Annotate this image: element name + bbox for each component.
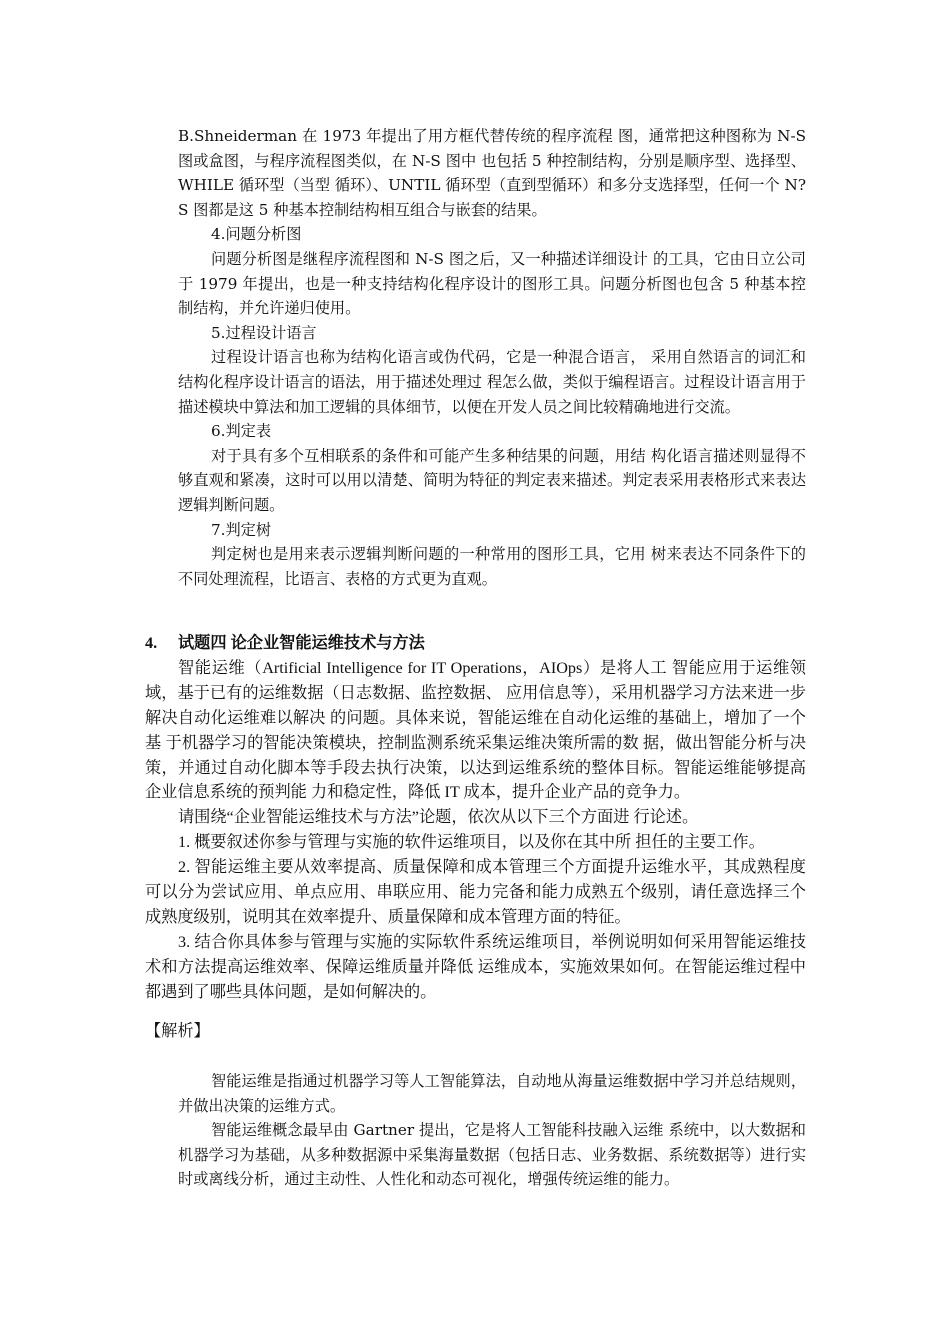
- pad-paragraph: 问题分析图是继程序流程图和 N-S 图之后，又一种描述详细设计 的工具，它由日立公司于 1979 年提出，也是一种支持结构化程序设计的图形工具。问题分析图也包含 5 种基本控制结构，并允许递归使用。: [178, 249, 806, 318]
- question-item-2: 2. 智能运维主要从效率提高、质量保障和成本管理三个方面提升运维水平，其成熟程度可以分为尝试应用、单点应用、串联应用、能力完备和能力成熟五个级别，请任意选择三个成熟度级别，说明其在效率提升、质量保障和成本管理方面的特征。: [145, 858, 806, 926]
- pad-heading: 4.问题分析图: [211, 225, 302, 244]
- decision-table-heading: 6.判定表: [211, 422, 272, 441]
- decision-table-paragraph: 对于具有多个互相联系的条件和可能产生多种结果的问题，用结 构化语言描述则显得不够直观和紧凑，这时可以用以清楚、简明为特征的判定表来描述。判定表采用表格形式来表达逻辑判断问题。: [178, 446, 806, 514]
- question-item-1: 1. 概要叙述你参与管理与实施的软件运维项目，以及你在其中所 担任的主要工作。: [178, 833, 765, 852]
- analysis-paragraph-1: 智能运维是指通过机器学习等人工智能算法，自动地从海量运维数据中学习并总结规则，并做出决策的运维方式。: [178, 1072, 806, 1115]
- pdl-heading: 5.过程设计语言: [211, 323, 317, 342]
- question-section: [145, 631, 806, 1044]
- decision-tree-paragraph: 判定树也是用来表示逻辑判断问题的一种常用的图形工具，它用 树来表达不同条件下的不同处理流程，比语言、表格的方式更为直观。: [178, 545, 806, 588]
- question-prompt: 请围绕“企业智能运维技术与方法”论题，依次从以下三个方面进 行论述。: [178, 808, 699, 827]
- question-item-3: 3. 结合你具体参与管理与实施的实际软件系统运维项目，举例说明如何采用智能运维技术和方法提高运维效率、保障运维质量并降低 运维成本，实施效果如何。在智能运维过程中都遇到了哪些具体问题，是如何解决的。: [145, 932, 806, 1001]
- analysis-label: 【解析】: [145, 1021, 210, 1040]
- decision-tree-heading: 7.判定树: [211, 520, 272, 539]
- analysis-section: [178, 1069, 806, 1192]
- question-heading: [145, 631, 806, 656]
- design-tools-section: [178, 124, 806, 591]
- question-intro: 智能运维（Artificial Intelligence for IT Operations，AIOps）是将人工 智能应用于运维领域，基于已有的运维数据（日志数据、监控数据、 应用信息等），采用机器学习方法来进一步解决自动化运维难以解决 的问题。具体来说，智能运维在自动化运维的基础上，增加了一个基 于机器学习的智能决策模块，控制监测系统采集运维决策所需的数 据，做出智能分析与决策，并通过自动化脚本等手段去执行决策，以达到运维系统的整体目标。智能运维能够提高企业信息系统的预判能 力和稳定性，降低 IT 成本，提升企业产品的竞争力。: [145, 658, 806, 802]
- question-number: 4.: [145, 634, 158, 652]
- pdl-paragraph: 过程设计语言也称为结构化语言或伪代码，它是一种混合语言， 采用自然语言的词汇和结构化程序设计语言的语法，用于描述处理过 程怎么做，类似于编程语言。过程设计语言用于描述模块中算法和加工逻辑的具体细节，以便在开发人员之间比较精确地进行交流。: [178, 348, 806, 416]
- analysis-paragraph-2: 智能运维概念最早由 Gartner 提出，它是将人工智能科技融入运维 系统中，以大数据和机器学习为基础，从多种数据源中采集海量数据（包括日志、业务数据、系统数据等）进行实时或离线分析，通过主动性、人性化和动态可视化，增强传统运维的能力。: [178, 1121, 806, 1189]
- question-title: 试题四 论企业智能运维技术与方法: [178, 634, 425, 652]
- ns-diagram-paragraph: B.Shneiderman 在 1973 年提出了用方框代替传统的程序流程 图，通常把这种图称为 N-S 图或盒图，与程序流程图类似，在 N-S 图中 也包括 5 种控制结构，分别是顺序型、选择型、WHILE 循环型（当型 循环）、UNTIL 循环型（直到型循环）和多分支选择型，任何一个 N?S 图都是这 5 种基本控制结构相互组合与嵌套的结果。: [178, 127, 806, 219]
